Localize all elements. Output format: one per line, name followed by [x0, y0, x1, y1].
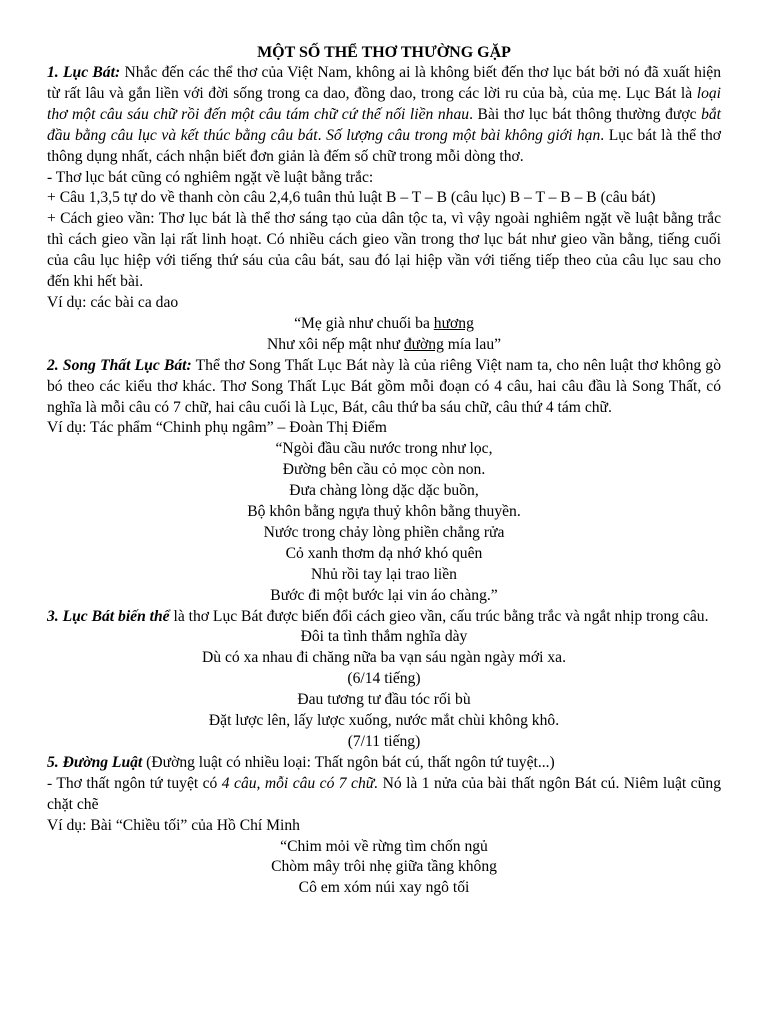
verse-line: Đau tương tư đầu tóc rối bù — [297, 691, 471, 709]
section-duong-luat-intro — [47, 753, 721, 774]
text-run: mía lau” — [443, 335, 502, 353]
section-heading-luc-bat: 1. Lục Bát: — [47, 64, 121, 81]
text-run: . — [317, 126, 327, 144]
text-run: Nó là 1 nửa của bài thất ngôn Bát cú. Niêm luật cũng chặt chẽ — [47, 774, 721, 813]
section-song-that-intro — [47, 356, 721, 419]
verse-line: Cô em xóm núi xay ngô tối — [298, 879, 470, 897]
italic-run: loại thơ một câu sáu chữ rồi đến một câu tám chữ cứ thế nối liền nhau — [47, 84, 721, 123]
verse-line: Đặt lược lên, lấy lược xuống, nước mắt chùi không khô. — [208, 712, 560, 730]
text-run: “Mẹ già như chuối ba — [294, 314, 434, 332]
text-run: - Thơ thất ngôn tứ tuyệt có — [47, 774, 222, 792]
underlined-word: đường — [403, 335, 444, 353]
italic-run: Số lượng câu trong một bài không giới hạn — [326, 126, 601, 144]
verse-line: Bước đi một bước lại vin áo chàng.” — [270, 586, 498, 604]
verse-line: Nhủ rồi tay lại trao liền — [311, 565, 457, 583]
duong-luat-rule-line — [47, 774, 721, 816]
verse-line — [47, 335, 721, 356]
duong-luat-example-label: Ví dụ: Bài “Chiều tối” của Hồ Chí Minh — [47, 816, 300, 834]
section-luc-bat-intro — [47, 63, 721, 168]
italic-run: bắt đầu bằng câu lục và kết thúc bằng câu bát — [47, 105, 721, 144]
text-run: là thơ Lục Bát được biến đổi cách gieo vần, cấu trúc bằng trắc và ngắt nhịp trong câu. — [169, 607, 709, 625]
section-heading-duong-luat: 5. Đường Luật — [47, 753, 143, 771]
verse-line: Chòm mây trôi nhẹ giữa tầng không — [271, 858, 497, 876]
verse-line: Nước trong chảy lòng phiền chẳng rửa — [263, 523, 505, 541]
verse-line: Đường bên cầu cỏ mọc còn non. — [282, 461, 486, 479]
section-heading-song-that: 2. Song Thất Lục Bát: — [47, 356, 192, 374]
verse-line: Đôi ta tình thắm nghĩa dày — [300, 628, 468, 646]
luc-bat-rhyme-rule: + Cách gieo vần: Thơ lục bát là thể thơ sáng tạo của dân tộc ta, vì vậy ngoài nghiêm ngặt về luật bằng trắc thì cách gieo vần lại rất linh hoạt. Có nhiều cách gieo vần trong thơ lục bát như gieo vần bằng, tiếng cuối của câu lục hiệp với tiếng thứ sáu của câu bát, sau đó lại hiệp vần với tiếng tiếp theo của câu lục sau cho đến khi hết bài. — [47, 210, 721, 291]
verse-line — [47, 314, 721, 335]
verse-line: Dù có xa nhau đi chăng nữa ba vạn sáu ngàn ngày mới xa. — [202, 649, 566, 667]
text-run: . Bài thơ lục bát thông thường được — [469, 105, 702, 123]
italic-run: 4 câu, mỗi câu có 7 chữ. — [221, 774, 379, 792]
text-run: . Lục bát là thể thơ thông dụng nhất, cách nhận biết đơn giản là đếm số chữ trong mỗi dòng thơ. — [47, 126, 721, 165]
text-run: Như xôi nếp mật như — [266, 335, 404, 353]
verse-line: Cỏ xanh thơm dạ nhớ khó quên — [285, 544, 483, 562]
text-run: Nhắc đến các thể thơ của Việt Nam, không ai là không biết đến thơ lục bát bởi nó đã xuất hiện từ rất lâu và gắn liền với đời sống trong ca dao, đồng dao, trong các lời ru của bà, của mẹ. Lục Bát là — [47, 64, 721, 102]
section-luc-bat-bien-the-intro — [47, 607, 721, 628]
verse-line: Bộ khôn bằng ngựa thuỷ khôn bằng thuyền. — [247, 503, 521, 521]
underlined-word: hương — [433, 314, 474, 332]
luc-bat-tone-rule: + Câu 1,3,5 tự do về thanh còn câu 2,4,6 tuân thủ luật B – T – B (câu lục) B – T – B – B (câu bát) — [47, 189, 656, 207]
luc-bat-rule-line: - Thơ lục bát cũng có nghiêm ngặt về luật bằng trắc: — [47, 168, 374, 186]
verse-line: “Ngòi đầu cầu nước trong như lọc, — [275, 440, 493, 458]
document-page — [47, 42, 721, 899]
verse-line: Đưa chàng lòng dặc dặc buồn, — [289, 482, 479, 500]
syllable-count: (6/14 tiếng) — [347, 670, 421, 688]
text-run: (Đường luật có nhiều loại: Thất ngôn bát cú, thất ngôn tứ tuyệt...) — [142, 753, 555, 771]
song-that-example-label: Ví dụ: Tác phẩm “Chinh phụ ngâm” – Đoàn Thị Điểm — [47, 419, 387, 437]
section-heading-luc-bat-bien-the: 3. Lục Bát biến thể — [47, 607, 170, 625]
luc-bat-example-label: Ví dụ: các bài ca dao — [47, 293, 179, 311]
syllable-count: (7/11 tiếng) — [347, 733, 421, 750]
verse-line: “Chim mỏi về rừng tìm chốn ngủ — [280, 837, 488, 855]
page-title: MỘT SỐ THỂ THƠ THƯỜNG GẶP — [257, 44, 511, 61]
text-run: Thể thơ Song Thất Lục Bát này là của riêng Việt nam ta, cho nên luật thơ không gò bó theo các kiểu thơ khác. Thơ Song Thất Lục Bát gồm mỗi đoạn có 4 câu, hai câu đầu là Song Thất, có nghĩa là mỗi câu có 7 chữ, hai câu cuối là Lục, Bát, câu thứ ba sáu chữ, câu thứ 4 tám chữ. — [47, 356, 721, 416]
